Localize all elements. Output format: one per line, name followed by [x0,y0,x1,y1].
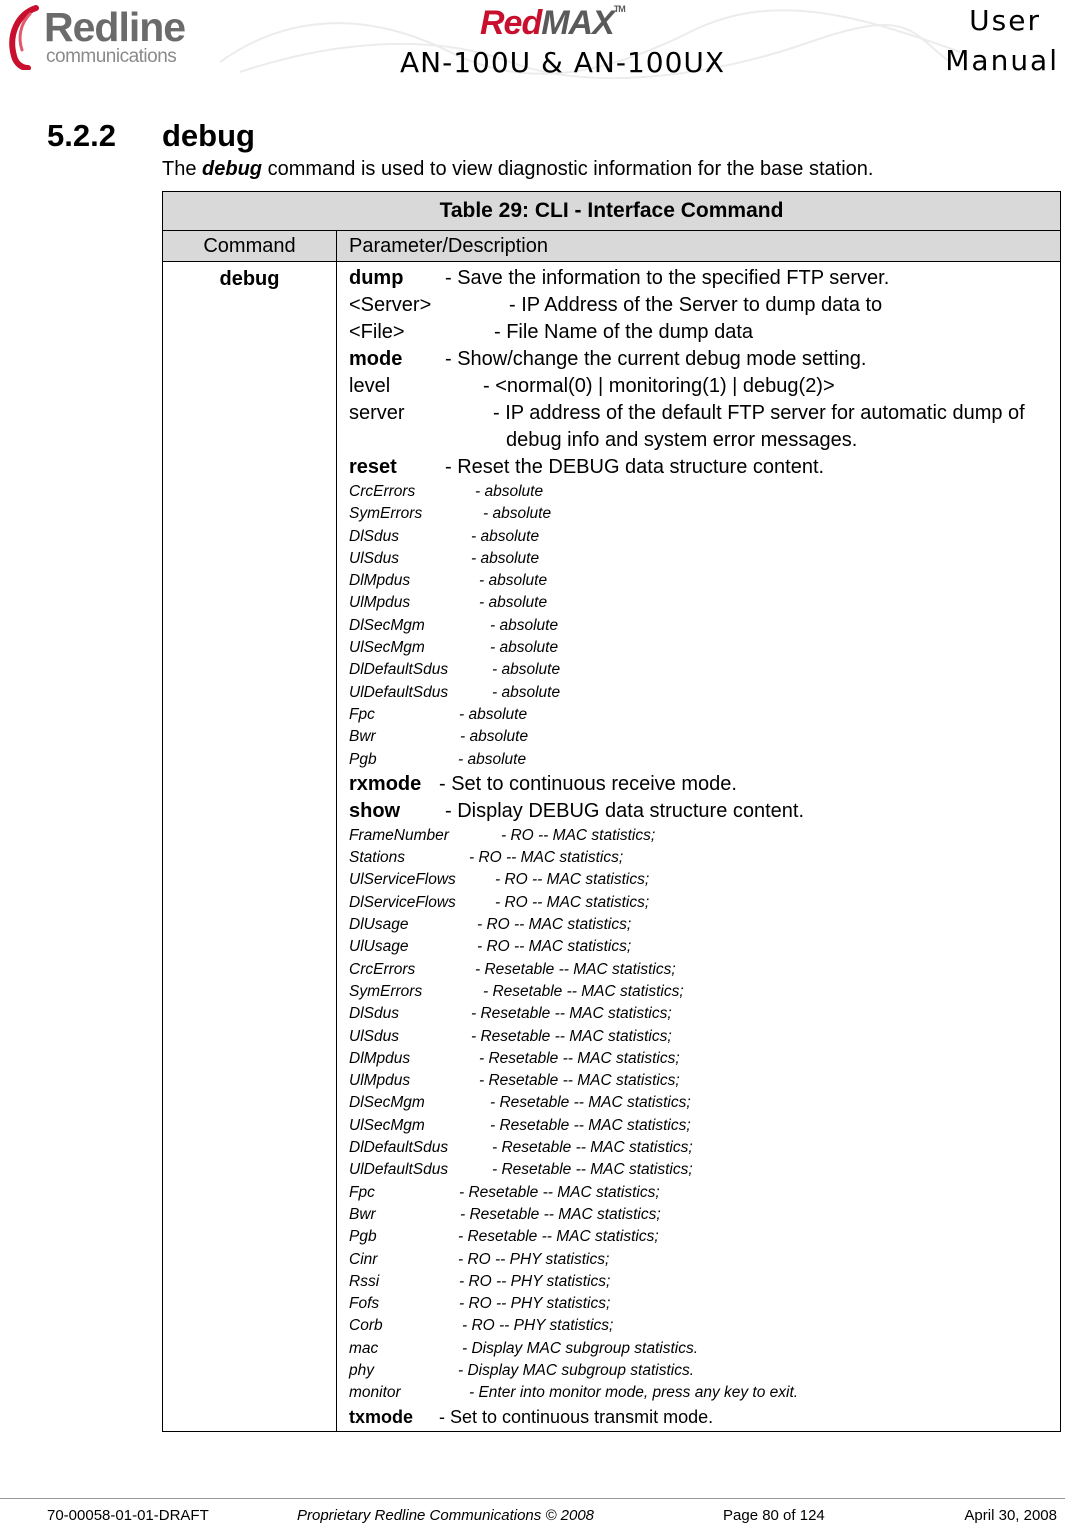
param-desc: - IP Address of the Server to dump data to [509,294,883,316]
reset-subitem-list [349,481,1052,771]
redline-swoosh-icon [6,4,46,70]
intro-command: debug [202,158,263,180]
list-item [349,704,1052,726]
item-key: Bwr [349,1205,376,1223]
item-desc: - Resetable -- MAC statistics; [492,1139,693,1157]
item-key: Fofs [349,1295,380,1313]
item-key: Rssi [349,1272,380,1290]
param-key: mode [349,348,403,370]
item-key: DlSdus [349,1005,399,1023]
item-key: phy [349,1361,374,1379]
footer-date: April 30, 2008 [964,1507,1057,1524]
list-item [349,1271,1052,1293]
item-desc: - Resetable -- MAC statistics; [471,1005,672,1023]
list-item [349,1204,1052,1226]
page-header [0,0,1065,90]
param-desc: - Reset the DEBUG data structure content. [445,456,825,478]
item-key: UlDefaultSdus [349,683,449,701]
item-key: DlDefaultSdus [349,1139,449,1157]
list-item [349,637,1052,659]
item-key: DlDefaultSdus [349,661,449,679]
item-key: mac [349,1339,379,1357]
item-desc: - RO -- PHY statistics; [462,1317,614,1335]
list-item [349,615,1052,637]
item-desc: - absolute [492,661,561,679]
item-desc: - RO -- MAC statistics; [469,849,624,867]
item-desc: - absolute [460,728,529,746]
list-item [349,481,1052,503]
item-key: monitor [349,1384,401,1402]
item-key: Fpc [349,705,375,723]
item-key: DlServiceFlows [349,893,456,911]
item-key: CrcErrors [349,960,416,978]
list-item [349,1070,1052,1092]
item-key: FrameNumber [349,826,449,844]
item-key: SymErrors [349,982,423,1000]
list-item [349,1159,1052,1181]
redmax-logo: RedMAX™ [480,4,625,42]
item-desc: - absolute [471,549,540,567]
param-desc: - File Name of the dump data [494,321,754,343]
list-item [349,503,1052,525]
param-desc-continued: debug info and system error messages. [506,429,858,451]
list-item [349,592,1052,614]
param-desc: - <normal(0) | monitoring(1) | debug(2)> [483,375,835,397]
item-desc: - Display MAC subgroup statistics. [462,1339,699,1357]
column-header-command: Command [163,231,337,262]
parameter-description-cell [337,262,1061,1432]
show-subitem-list [349,825,1052,1405]
list-item [349,682,1052,704]
item-desc: - RO -- PHY statistics; [459,1295,611,1313]
item-desc: - RO -- PHY statistics; [459,1272,611,1290]
item-key: UlUsage [349,938,409,956]
item-desc: - absolute [458,750,527,768]
list-item [349,959,1052,981]
redline-brand-text: Redline [44,4,186,50]
item-key: DlMpdus [349,1049,411,1067]
param-key: <Server> [349,294,432,316]
item-desc: - RO -- MAC statistics; [477,916,632,934]
item-key: Pgb [349,1228,377,1246]
item-desc: - Display MAC subgroup statistics. [458,1361,695,1379]
list-item [349,1137,1052,1159]
param-desc: - Show/change the current debug mode setting. [445,348,867,370]
redline-brand-subtext: communications [46,46,177,67]
item-desc: - absolute [459,705,528,723]
list-item [349,659,1052,681]
product-name: AN-100U & AN-100UX [400,46,726,79]
list-item [349,936,1052,958]
table-row [349,346,1052,373]
doc-type-line1: User [969,4,1041,37]
main-parameter-list [349,265,1052,481]
item-desc: - Resetable -- MAC statistics; [459,1183,660,1201]
list-item [349,548,1052,570]
item-desc: - absolute [490,639,559,657]
table-row [349,373,1052,400]
list-item [349,1226,1052,1248]
item-key: UlSecMgm [349,639,425,657]
cli-interface-table [162,191,1061,1432]
item-key: UlSdus [349,1027,399,1045]
list-item [349,869,1052,891]
item-key: UlSdus [349,549,399,567]
item-key: DlUsage [349,916,409,934]
item-key: Bwr [349,728,376,746]
item-desc: - RO -- PHY statistics; [458,1250,610,1268]
param-desc: - IP address of the default FTP server for automatic dump of [493,402,1025,424]
item-desc: - Resetable -- MAC statistics; [479,1049,680,1067]
item-desc: - Resetable -- MAC statistics; [483,982,684,1000]
section-number: 5.2.2 [47,118,116,153]
item-key: Pgb [349,750,377,768]
item-key: SymErrors [349,505,423,523]
item-desc: - absolute [490,616,559,634]
table-row: txmode - Set to continuous transmit mode. [349,1406,714,1427]
list-item [349,526,1052,548]
table-row-continuation [349,427,1052,454]
item-desc: - absolute [479,572,548,590]
doc-type-line2: Manual [945,44,1059,77]
list-item [349,981,1052,1003]
list-item [349,1115,1052,1137]
param-key: <File> [349,321,405,343]
item-desc: - Resetable -- MAC statistics; [460,1205,661,1223]
item-desc: - RO -- MAC statistics; [501,826,656,844]
item-desc: - absolute [471,527,540,545]
item-key: UlMpdus [349,1072,411,1090]
list-item [349,726,1052,748]
list-item [349,825,1052,847]
section-title: debug [162,118,255,153]
table-row: show - Display DEBUG data structure content. [349,799,805,822]
item-desc: - Resetable -- MAC statistics; [475,960,676,978]
footer-copyright: Proprietary Redline Communications © 2008 [297,1507,595,1524]
list-item [349,892,1052,914]
item-key: UlServiceFlows [349,871,456,889]
item-desc: - absolute [492,683,561,701]
table-row [349,292,1052,319]
item-key: UlSecMgm [349,1116,425,1134]
footer-page-number: Page 80 of 124 [723,1507,825,1524]
param-key: dump [349,267,404,289]
item-desc: - RO -- MAC statistics; [477,938,632,956]
item-key: Fpc [349,1183,375,1201]
section-intro: The debug command is used to view diagnostic information for the base station. [162,158,874,180]
item-desc: - RO -- MAC statistics; [495,893,650,911]
list-item [349,1092,1052,1114]
list-item [349,749,1052,771]
item-key: DlSecMgm [349,616,425,634]
list-item [349,1026,1052,1048]
item-key: DlSecMgm [349,1094,425,1112]
table-row [349,454,1052,481]
item-desc: - Resetable -- MAC statistics; [458,1228,659,1246]
table-row [349,265,1052,292]
list-item [349,1360,1052,1382]
param-key: server [349,402,405,424]
item-desc: - absolute [483,505,552,523]
page-footer [0,1498,1065,1525]
column-header-parameter: Parameter/Description [337,231,1061,262]
footer-doc-id: 70-00058-01-01-DRAFT [47,1507,209,1524]
table-row [349,319,1052,346]
list-item [349,570,1052,592]
param-desc: - Save the information to the specified FTP server. [445,267,890,289]
item-key: CrcErrors [349,483,416,500]
item-key: Cinr [349,1250,378,1268]
item-key: UlDefaultSdus [349,1161,449,1179]
param-key: level [349,375,391,397]
item-desc: - Enter into monitor mode, press any key to exit. [469,1384,799,1402]
item-key: DlSdus [349,527,399,545]
list-item [349,1315,1052,1337]
list-item [349,847,1052,869]
item-key: Stations [349,849,406,867]
redline-logo [6,4,206,68]
item-desc: - RO -- MAC statistics; [495,871,650,889]
list-item [349,1338,1052,1360]
item-key: DlMpdus [349,572,411,590]
item-desc: - absolute [479,594,548,612]
table-row [349,400,1052,427]
item-desc: - absolute [475,483,544,500]
item-desc: - Resetable -- MAC statistics; [492,1161,693,1179]
list-item [349,1182,1052,1204]
item-desc: - Resetable -- MAC statistics; [471,1027,672,1045]
list-item [349,914,1052,936]
list-item [349,1249,1052,1271]
table-caption: Table 29: CLI - Interface Command [163,192,1061,231]
item-key: UlMpdus [349,594,411,612]
item-key: Corb [349,1317,383,1335]
list-item [349,1293,1052,1315]
command-cell: debug [163,262,337,1432]
item-desc: - Resetable -- MAC statistics; [490,1094,691,1112]
item-desc: - Resetable -- MAC statistics; [479,1072,680,1090]
table-row: rxmode - Set to continuous receive mode. [349,772,737,795]
param-key: reset [349,456,397,478]
item-desc: - Resetable -- MAC statistics; [490,1116,691,1134]
list-item [349,1382,1052,1404]
list-item [349,1003,1052,1025]
list-item [349,1048,1052,1070]
